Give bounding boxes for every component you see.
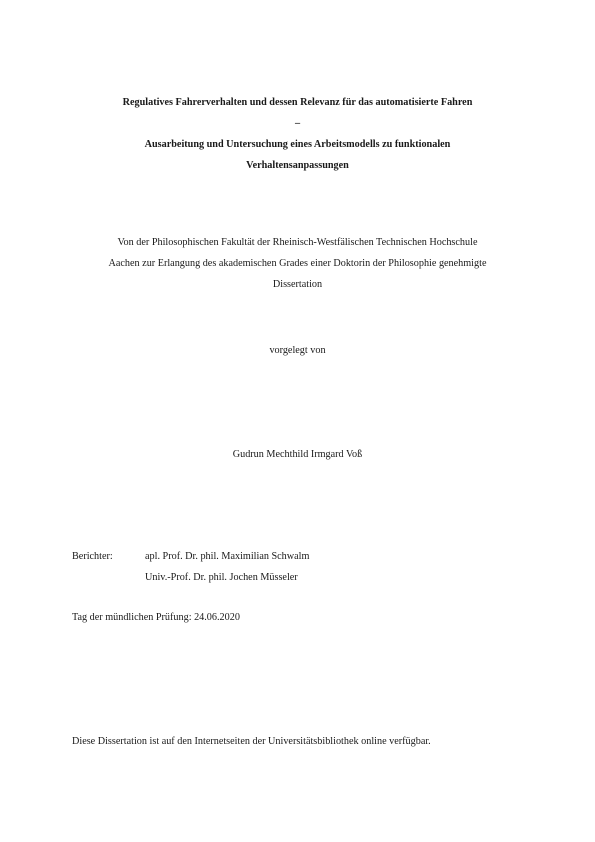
faculty-line-2: Aachen zur Erlangung des akademischen Grades einer Doktorin der Philosophie genehmigte [108,258,487,269]
title-dash: – [294,118,301,129]
referee-row [72,567,309,588]
referee-row [72,546,309,567]
faculty-line-1: Von der Philosophischen Fakultät der Rheinisch-Westfälischen Technischen Hochschule [117,237,478,248]
referee-name: Univ.-Prof. Dr. phil. Jochen Müsseler [145,572,298,583]
title-line-1: Regulatives Fahrerverhalten und dessen Relevanz für das automatisierte Fahren [122,97,473,108]
availability-note: Diese Dissertation ist auf den Internetseiten der Universitätsbibliothek online verfügbar. [72,736,431,747]
faculty-statement [60,232,535,295]
dissertation-title [60,92,535,176]
title-line-3: Verhaltensanpassungen [246,160,349,171]
author-name: Gudrun Mechthild Irmgard Voß [232,449,363,460]
referees-block [72,546,309,588]
referee-name: apl. Prof. Dr. phil. Maximilian Schwalm [145,551,310,562]
referees-label: Berichter: [72,551,113,562]
oral-exam-date: Tag der mündlichen Prüfung: 24.06.2020 [72,612,240,623]
presented-by: vorgelegt von [269,345,326,356]
faculty-line-3: Dissertation [272,279,323,290]
title-line-2: Ausarbeitung und Untersuchung eines Arbeitsmodells zu funktionalen [144,139,451,150]
referees-label-spacer [72,567,145,588]
